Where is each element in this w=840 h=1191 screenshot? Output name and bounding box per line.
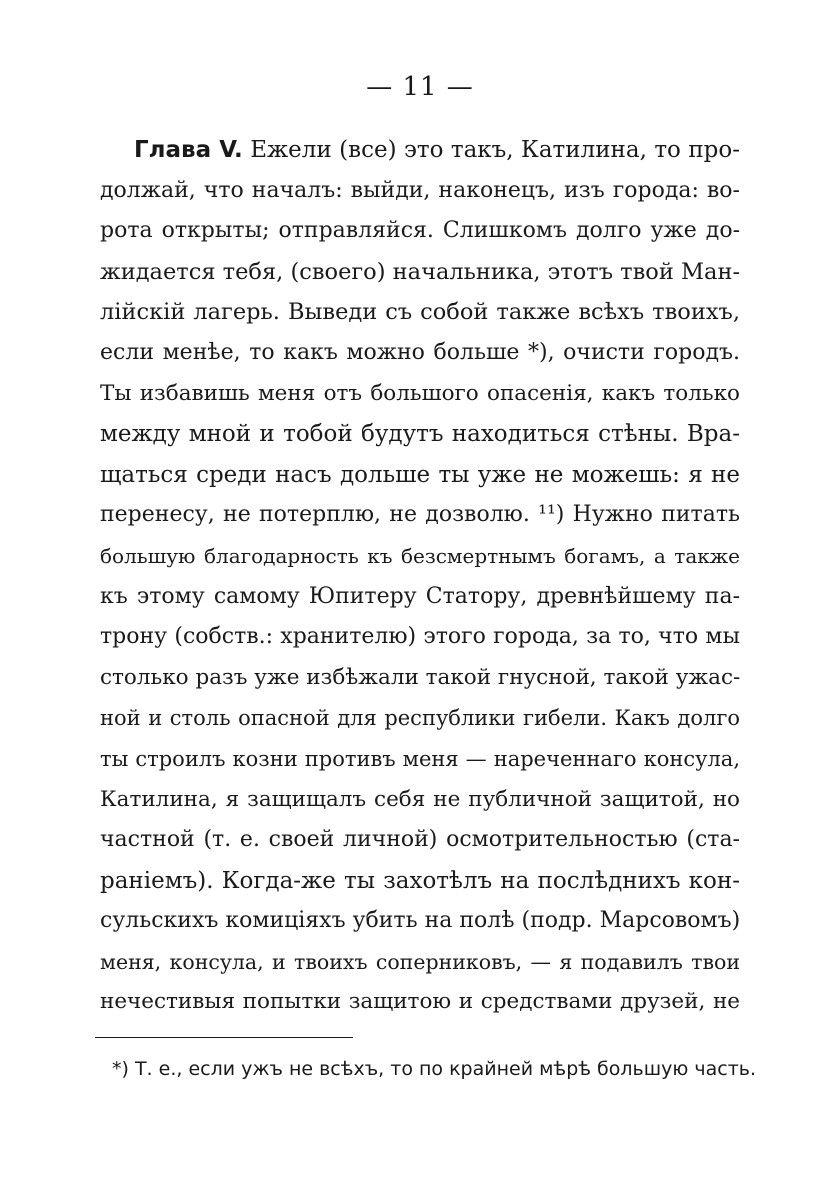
text-line-6: если менѣе, то какъ можно больше *), очисти городъ. bbox=[100, 339, 740, 365]
text-line-18: частной (т. е. своей личной) осмотрительностью (ста- bbox=[100, 827, 740, 853]
text-line-21: меня, консула, и твоихъ соперниковъ, — я подавилъ твои bbox=[100, 949, 740, 974]
text-line-14: столько разъ уже избѣжали такой гнусной, такой ужас- bbox=[100, 664, 741, 690]
page-number: — 11 — bbox=[366, 72, 474, 102]
text-line-4: жидается тебя, (своего) начальника, этотъ твой Ман- bbox=[100, 258, 741, 285]
text-line-2: должай, что началъ: выйди, наконецъ, изъ города: во- bbox=[100, 177, 740, 203]
body-text bbox=[100, 130, 740, 1023]
text-line-9: щаться среди насъ дольше ты уже не можешь: я не bbox=[100, 461, 740, 488]
footnote: *) Т. е., если ужъ не всѣхъ, то по крайней мѣрѣ большую часть. bbox=[112, 1058, 757, 1080]
text-line-13: трону (собств.: хранителю) этого города, за то, что мы bbox=[100, 624, 740, 650]
text-line-16: ты строилъ козни противъ меня — нареченнаго консула, bbox=[100, 746, 740, 771]
text-line-1-content: Ежели (все) это такъ, Катилина, то про- bbox=[250, 137, 740, 163]
text-line-10: перенесу, не потерплю, не дозволю. ¹¹) Нужно питать bbox=[100, 502, 740, 528]
text-line-1 bbox=[100, 130, 740, 171]
text-line-17: Катилина, я защищалъ себя не публичной защитой, но bbox=[100, 786, 740, 812]
text-line-22: нечестивыя попытки защитою и средствами друзей, не bbox=[100, 989, 740, 1015]
text-line-20: сульскихъ комиціяхъ убить на полѣ (подр. Марсовомъ) bbox=[100, 908, 741, 934]
text-line-11: большую благодарность къ безсмертнымъ богамъ, а также bbox=[100, 543, 740, 568]
text-line-3: рота открыты; отправляйся. Слишкомъ долго уже до- bbox=[100, 218, 740, 244]
text-line-5: лійскій лагерь. Выведи съ собой также всѣхъ твоихъ, bbox=[100, 299, 740, 326]
text-line-15: ной и столь опасной для республики гибели. Какъ долго bbox=[100, 706, 740, 731]
text-line-7: Ты избавишь меня отъ большого опасенія, какъ только bbox=[100, 380, 740, 406]
chapter-heading: Глава V. bbox=[134, 137, 243, 163]
text-line-19: раніемъ). Когда-же ты захотѣлъ на послѣднихъ кон- bbox=[100, 867, 740, 894]
footnote-rule bbox=[95, 1037, 353, 1038]
text-line-12: къ этому самому Юпитеру Статору, древнѣйшему па- bbox=[100, 583, 740, 609]
text-line-8: между мной и тобой будутъ находиться стѣны. Вра- bbox=[100, 421, 740, 448]
